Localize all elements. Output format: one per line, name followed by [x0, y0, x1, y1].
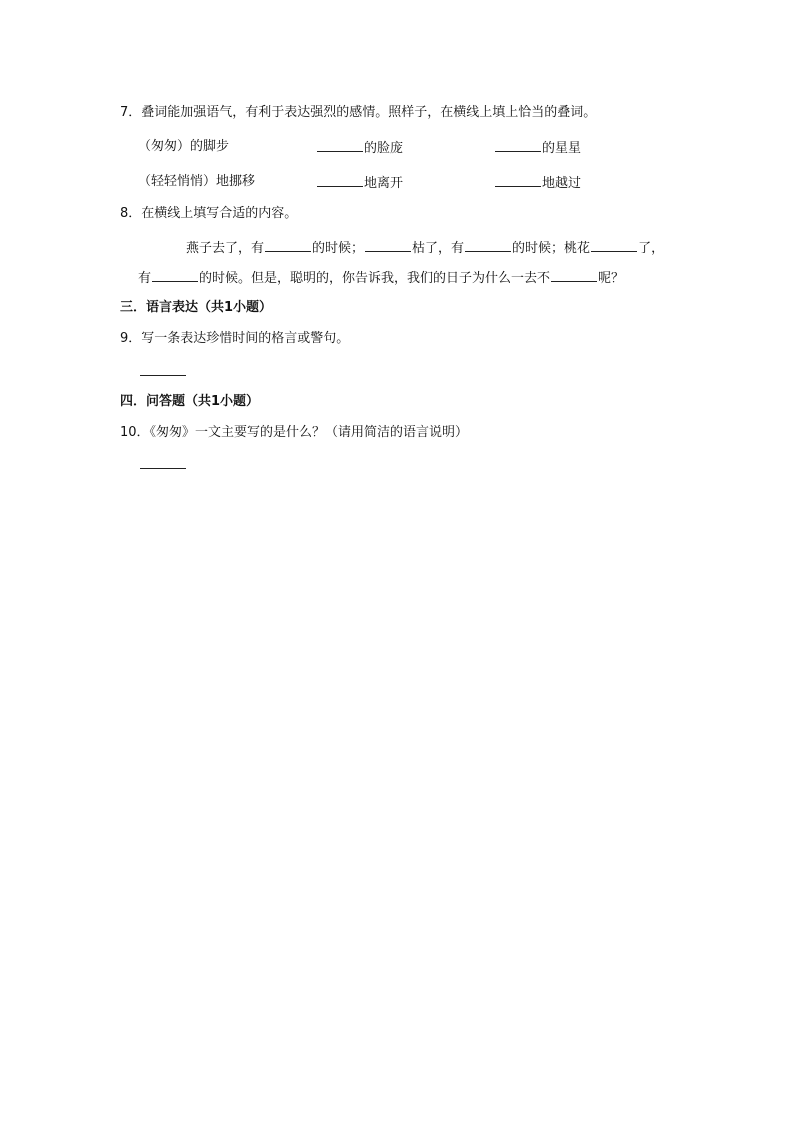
question-number: 9．: [120, 331, 142, 346]
answer-blank[interactable]: [551, 268, 597, 282]
answer-blank[interactable]: [365, 238, 411, 252]
question-10: [120, 424, 468, 442]
answer-blank[interactable]: [495, 138, 541, 152]
question-text: 在横线上填写合适的内容。: [141, 206, 298, 221]
question-number: 7．: [120, 105, 142, 120]
q7-row2-example: [138, 173, 255, 191]
passage-text: 枯了，有: [412, 241, 465, 256]
q7-row2-item3: [494, 173, 581, 193]
passage-text: 呢？: [598, 271, 625, 286]
passage-text: 了，: [638, 241, 665, 256]
answer-blank[interactable]: [317, 138, 363, 152]
q7-row1-example: [138, 138, 229, 156]
answer-blank[interactable]: [317, 173, 363, 187]
question-text: 写一条表达珍惜时间的格言或警句。: [141, 331, 350, 346]
q7-row1-item2: [316, 138, 403, 158]
passage-text: 燕子去了，有: [186, 241, 265, 256]
phrase-suffix: 地离开: [364, 176, 404, 191]
example-phrase: （匆匆）的脚步: [138, 139, 230, 154]
q7-row1-item3: [494, 138, 581, 158]
passage-text: 的时候；: [312, 241, 365, 256]
q8-passage-line2: [138, 268, 624, 288]
question-number: 8．: [120, 206, 142, 221]
question-text: 叠词能加强语气，有利于表达强烈的感情。照样子，在横线上填上恰当的叠词。: [141, 105, 597, 120]
question-number: 10．: [120, 425, 150, 440]
phrase-suffix: 的星星: [542, 141, 582, 156]
q7-row2-item2: [316, 173, 403, 193]
passage-text: 的时候。但是，聪明的，你告诉我，我们的日子为什么一去不: [199, 271, 551, 286]
section-3-heading: 三．语言表达（共1小题）: [120, 300, 273, 315]
answer-blank[interactable]: [591, 238, 637, 252]
passage-text: 的时候；桃花: [512, 241, 591, 256]
passage-text: 有: [138, 271, 152, 286]
question-9: [120, 330, 349, 348]
example-phrase: （轻轻悄悄）地挪移: [138, 174, 256, 189]
question-8: [120, 205, 297, 223]
phrase-suffix: 地越过: [542, 176, 582, 191]
answer-blank[interactable]: [152, 268, 198, 282]
q8-passage-line1: [186, 238, 664, 258]
section-4-heading: 四．问答题（共1小题）: [120, 394, 260, 409]
q10-answer-blank[interactable]: [140, 467, 186, 469]
answer-blank[interactable]: [465, 238, 511, 252]
question-text: 《匆匆》一文主要写的是什么？（请用简洁的语言说明）: [149, 425, 469, 440]
answer-blank[interactable]: [495, 173, 541, 187]
answer-blank[interactable]: [265, 238, 311, 252]
question-7: [120, 104, 596, 122]
q9-answer-blank[interactable]: [140, 374, 186, 376]
phrase-suffix: 的脸庞: [364, 141, 404, 156]
